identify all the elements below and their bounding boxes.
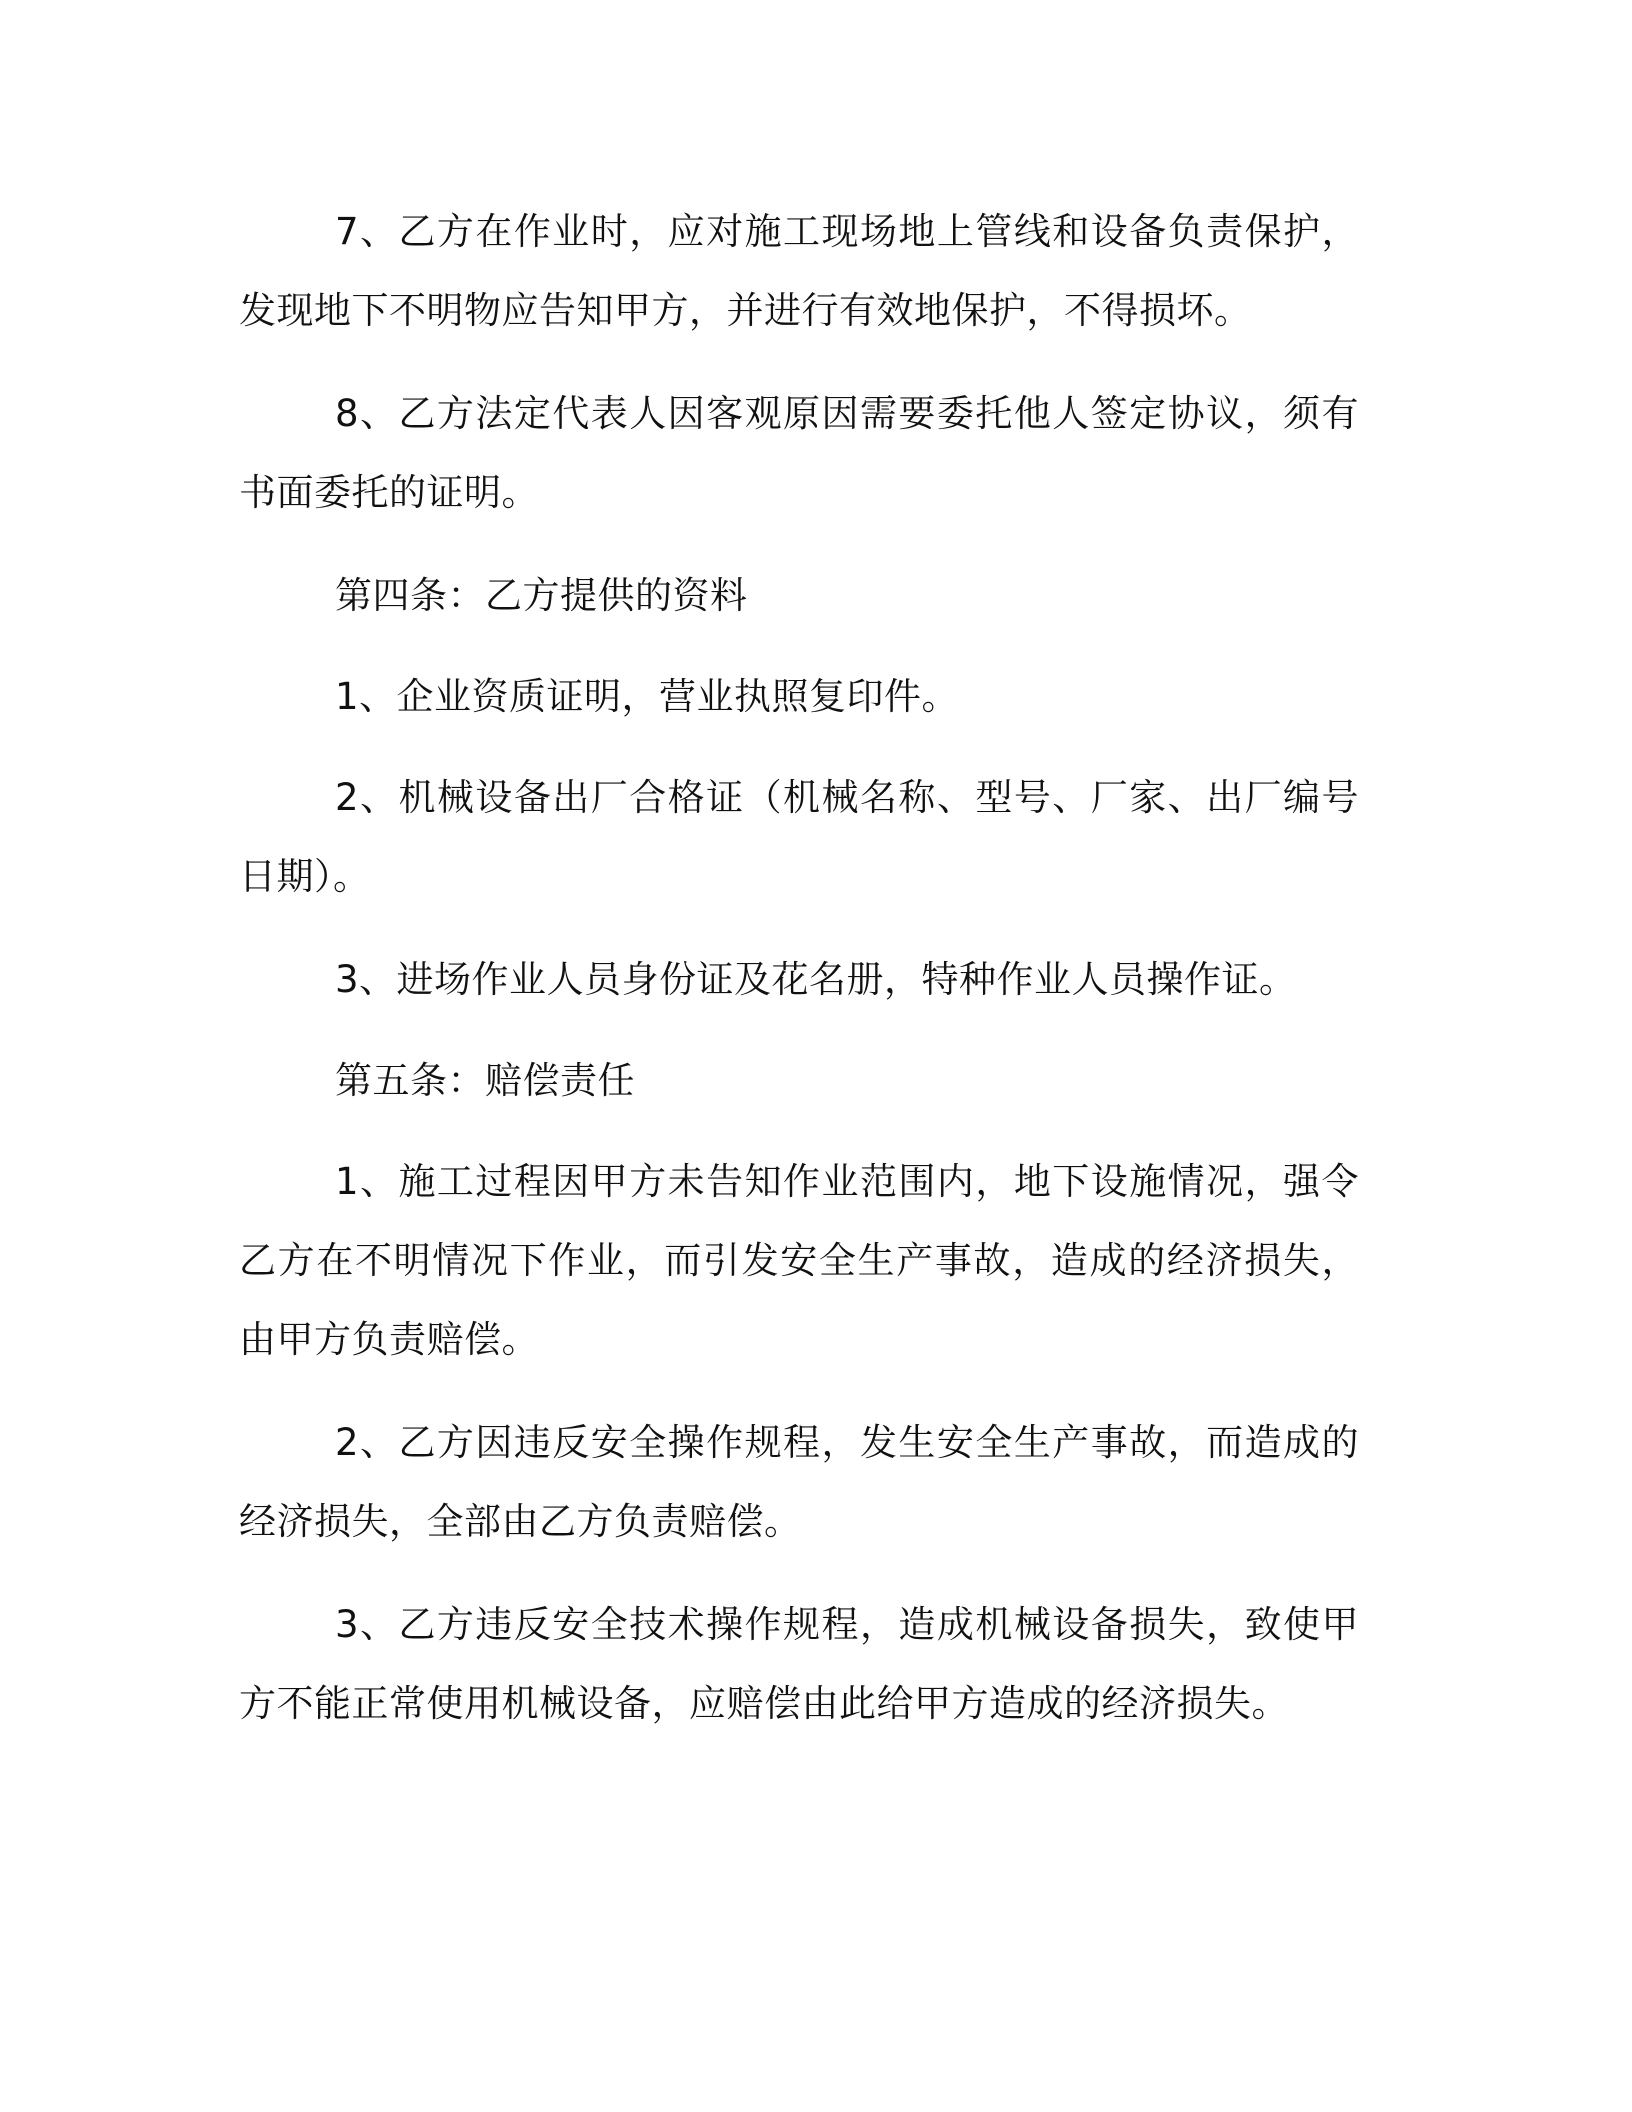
article-4-heading: 第四条：乙方提供的资料 <box>335 574 748 617</box>
article-5-item-3: 3、乙方违反安全技术操作规程，造成机械设备损失，致使甲方不能正常使用机械设备，应赔偿由此给甲方造成的经济损失。 <box>239 1603 1359 1725</box>
document-body <box>239 192 1359 1743</box>
article-5-item-1: 1、施工过程因甲方未告知作业范围内，地下设施情况，强令乙方在不明情况下作业，而引发安全生产事故，造成的经济损失，由甲方负责赔偿。 <box>239 1160 1359 1361</box>
article-5-item-2: 2、乙方因违反安全操作规程，发生安全生产事故，而造成的经济损失，全部由乙方负责赔偿。 <box>239 1421 1359 1543</box>
article-5-heading: 第五条：赔偿责任 <box>335 1059 635 1102</box>
article-4-item-2: 2、机械设备出厂合格证（机械名称、型号、厂家、出厂编号日期）。 <box>239 776 1359 898</box>
article-4-item-3: 3、进场作业人员身份证及花名册，特种作业人员操作证。 <box>335 958 1297 1001</box>
clause-7-paragraph: 7、乙方在作业时，应对施工现场地上管线和设备负责保护，发现地下不明物应告知甲方，并进行有效地保护，不得损坏。 <box>239 210 1359 332</box>
article-4-item-1: 1、企业资质证明，营业执照复印件。 <box>335 675 960 718</box>
clause-8-paragraph: 8、乙方法定代表人因客观原因需要委托他人签定协议，须有书面委托的证明。 <box>239 392 1359 514</box>
